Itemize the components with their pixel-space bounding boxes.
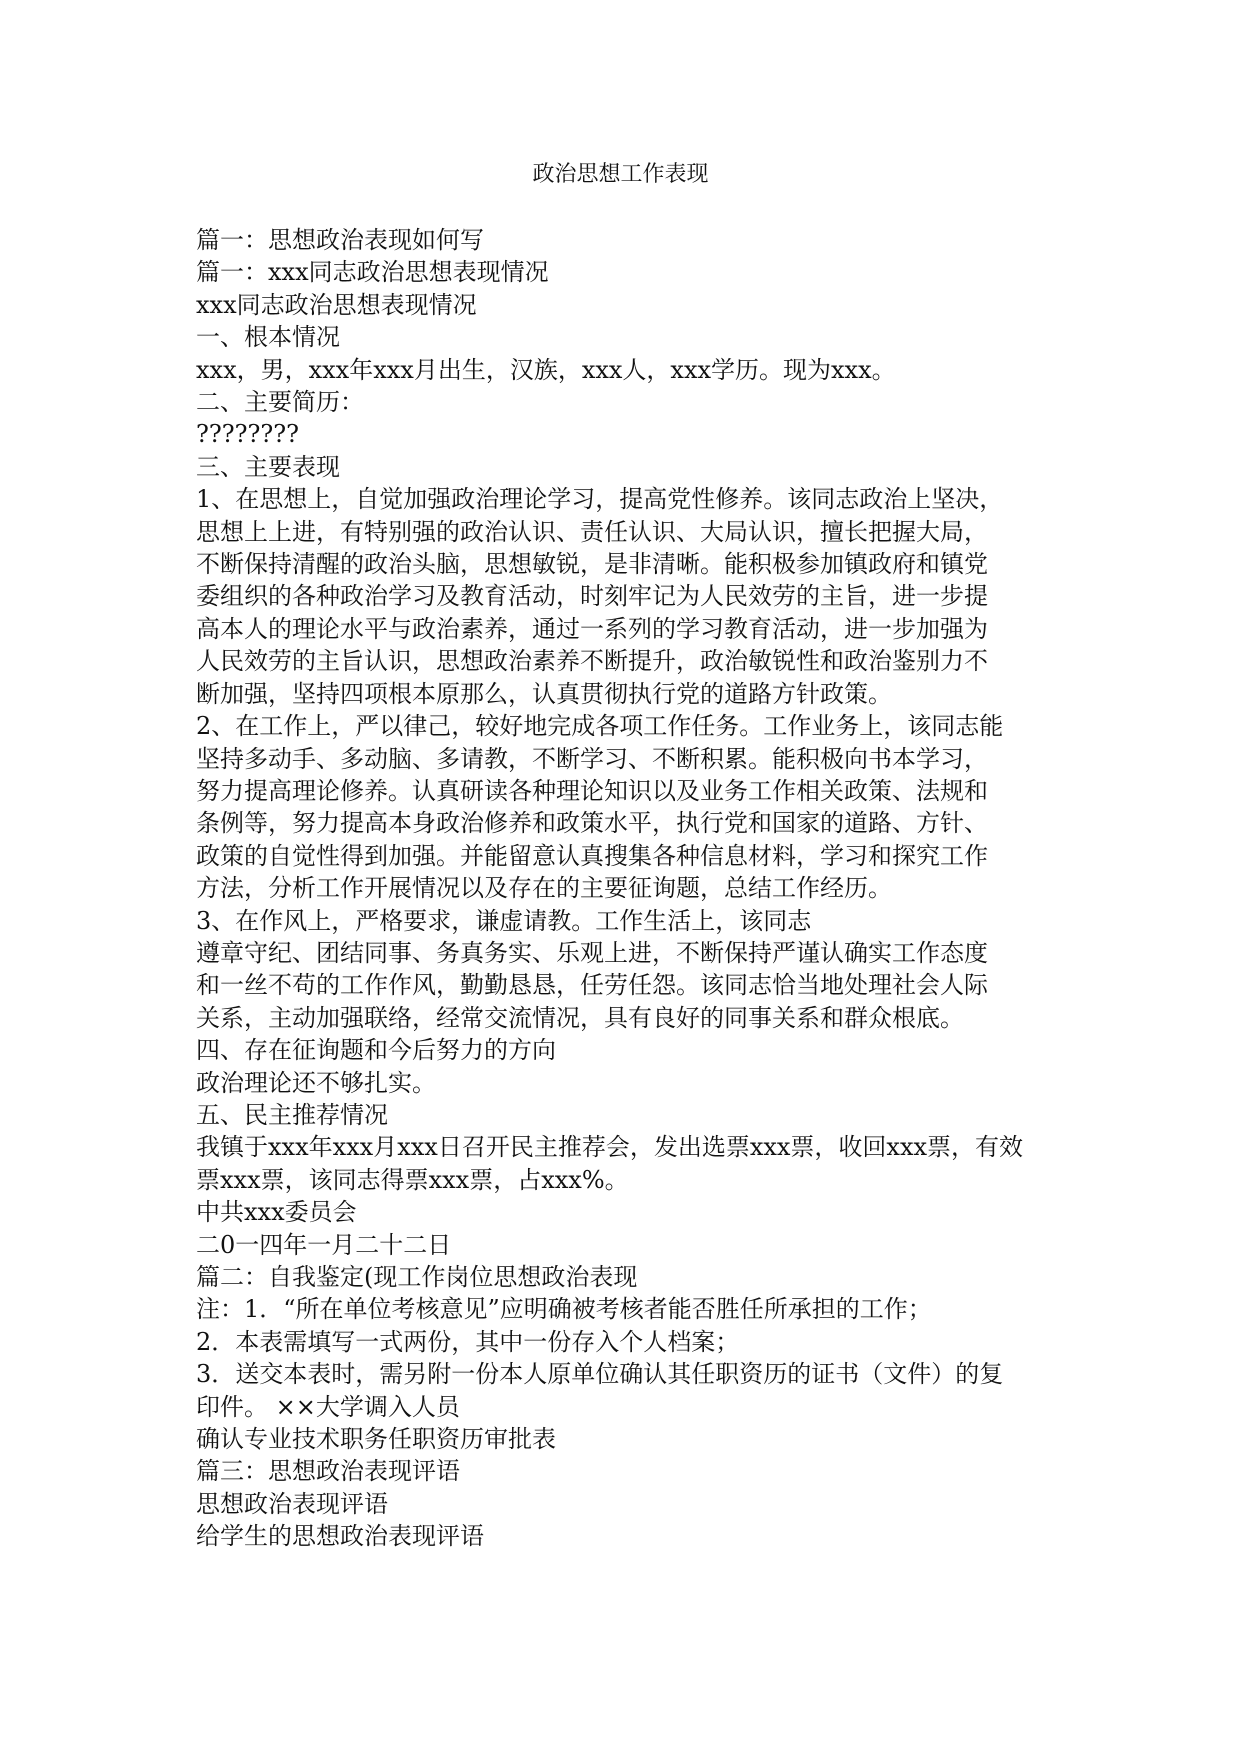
text-line: 思想上上进，有特别强的政治认识、责任认识、大局认识，擅长把握大局， bbox=[196, 517, 988, 546]
document-body bbox=[196, 224, 1046, 1553]
document-title: 政治思想工作表现 bbox=[532, 162, 709, 187]
text-line: 2．本表需填写一式两份，其中一份存入个人档案； bbox=[196, 1327, 740, 1356]
text-line: xxx，男，xxx年xxx月出生，汉族，xxx人，xxx学历。现为xxx。 bbox=[196, 355, 896, 384]
text-line: xxx同志政治思想表现情况 bbox=[196, 290, 477, 319]
text-line: 印件。 ××大学调入人员 bbox=[196, 1392, 460, 1421]
text-line: 篇三：思想政治表现评语 bbox=[196, 1457, 460, 1486]
text-line: 思想政治表现评语 bbox=[196, 1489, 388, 1518]
text-line: 给学生的思想政治表现评语 bbox=[196, 1522, 484, 1551]
text-line: 政策的自觉性得到加强。并能留意认真搜集各种信息材料，学习和探究工作 bbox=[196, 841, 988, 870]
text-line: 篇一：xxx同志政治思想表现情况 bbox=[196, 258, 549, 287]
text-line: 遵章守纪、团结同事、务真务实、乐观上进，不断保持严谨认确实工作态度 bbox=[196, 938, 988, 967]
text-line: 方法，分析工作开展情况以及存在的主要征询题，总结工作经历。 bbox=[196, 874, 892, 903]
text-line: 坚持多动手、多动脑、多请教，不断学习、不断积累。能积极向书本学习， bbox=[196, 744, 988, 773]
text-line: 注：1．“所在单位考核意见”应明确被考核者能否胜任所承担的工作； bbox=[196, 1295, 932, 1324]
text-line: 篇一：思想政治表现如何写 bbox=[196, 226, 484, 254]
text-line: 3．送交本表时，需另附一份本人原单位确认其任职资历的证书（文件）的复 bbox=[196, 1360, 1004, 1389]
text-line: 一、根本情况 bbox=[196, 323, 340, 352]
text-line: 关系，主动加强联络，经常交流情况，具有良好的同事关系和群众根底。 bbox=[196, 1003, 964, 1032]
text-line: 确认专业技术职务任职资历审批表 bbox=[196, 1425, 556, 1454]
text-line: 2、在工作上，严以律己，较好地完成各项工作任务。工作业务上，该同志能 bbox=[196, 712, 1004, 741]
text-line: 我镇于xxx年xxx月xxx日召开民主推荐会，发出选票xxx票，收回xxx票，有效 bbox=[196, 1133, 1024, 1162]
text-line: 中共xxx委员会 bbox=[196, 1198, 357, 1227]
text-line: 三、主要表现 bbox=[196, 452, 340, 481]
text-line: 二、主要简历： bbox=[196, 388, 364, 417]
text-line: 篇二：自我鉴定(现工作岗位思想政治表现 bbox=[196, 1263, 638, 1291]
text-line: 票xxx票，该同志得票xxx票，占xxx%。 bbox=[196, 1165, 629, 1194]
text-line: 断加强，坚持四项根本原那么，认真贯彻执行党的道路方针政策。 bbox=[196, 679, 892, 708]
text-line: 1、在思想上，自觉加强政治理论学习，提高党性修养。该同志政治上坚决， bbox=[196, 485, 1004, 514]
text-line: 不断保持清醒的政治头脑，思想敏锐，是非清晰。能积极参加镇政府和镇党 bbox=[196, 550, 988, 579]
text-line: 委组织的各种政治学习及教育活动，时刻牢记为人民效劳的主旨，进一步提 bbox=[196, 582, 988, 611]
text-line: ???????? bbox=[196, 420, 299, 449]
text-line: 高本人的理论水平与政治素养，通过一系列的学习教育活动，进一步加强为 bbox=[196, 614, 988, 643]
text-line: 人民效劳的主旨认识，思想政治素养不断提升，政治敏锐性和政治鉴别力不 bbox=[196, 647, 988, 676]
text-line: 政治理论还不够扎实。 bbox=[196, 1068, 436, 1097]
text-line: 条例等，努力提高本身政治修养和政策水平，执行党和国家的道路、方针、 bbox=[196, 809, 988, 838]
text-line: 3、在作风上，严格要求，谦虚请教。工作生活上，该同志 bbox=[196, 906, 812, 935]
text-line: 四、存在征询题和今后努力的方向 bbox=[196, 1036, 556, 1065]
text-line: 五、民主推荐情况 bbox=[196, 1100, 388, 1129]
text-line: 努力提高理论修养。认真研读各种理论知识以及业务工作相关政策、法规和 bbox=[196, 776, 988, 805]
text-line: 二0一四年一月二十二日 bbox=[196, 1230, 452, 1259]
text-line: 和一丝不苟的工作作风，勤勤恳恳，任劳任怨。该同志恰当地处理社会人际 bbox=[196, 971, 988, 1000]
